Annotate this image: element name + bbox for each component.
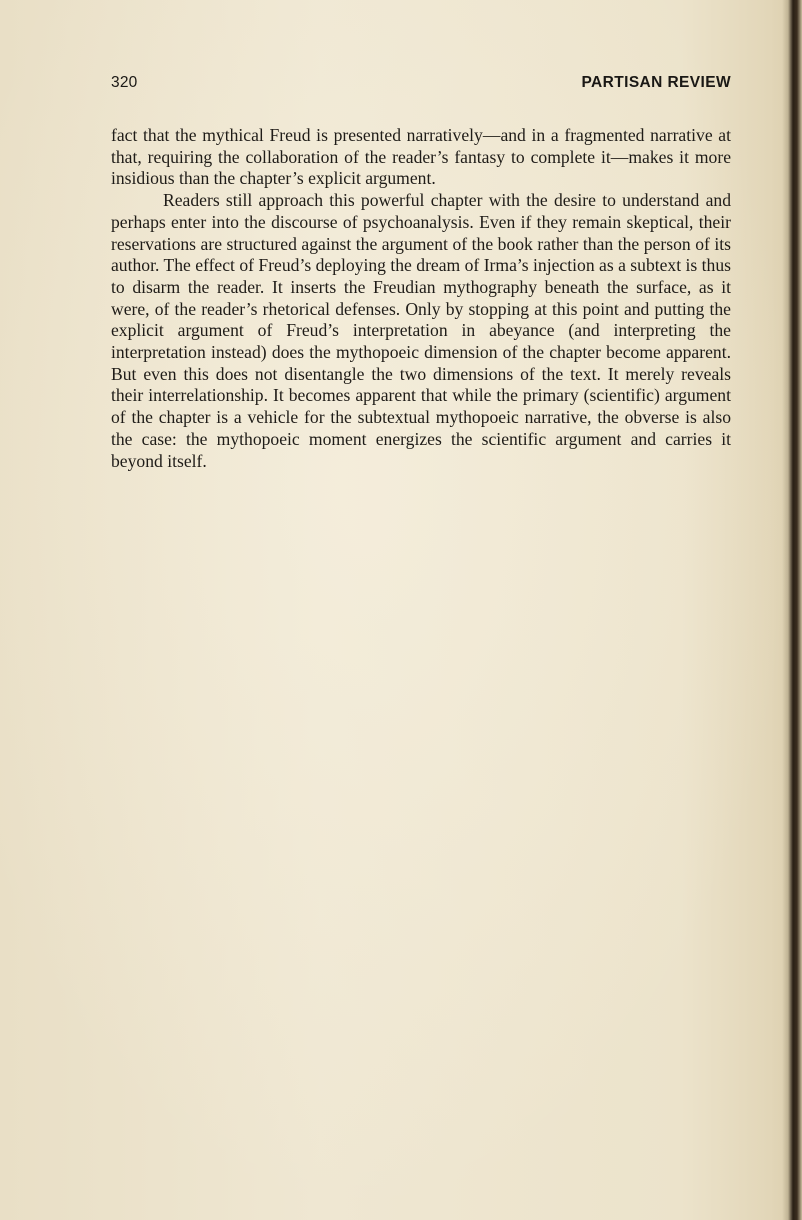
body-text bbox=[111, 125, 731, 472]
page-number: 320 bbox=[111, 74, 138, 91]
page-header bbox=[111, 74, 731, 98]
paragraph-continued: fact that the mythical Freud is presented narratively—and in a fragmented narrative at that, requiring the collaboration of the reader’s fantasy to complete it—makes it more insidious than the chapter’s explicit argument. bbox=[111, 125, 731, 189]
book-spine-edge bbox=[782, 0, 802, 1220]
running-head: PARTISAN REVIEW bbox=[581, 74, 731, 91]
paragraph: Readers still approach this powerful chapter with the desire to understand and perhaps enter into the discourse of psychoanalysis. Even if they remain skeptical, their reservations are structured against the argument of the book rather than the person of its author. The effect of Freud’s deploying the dream of Irma’s injection as a subtext is thus to disarm the reader. It inserts the Freudian mythography beneath the surface, as it were, of the reader’s rhetorical defenses. Only by stopping at this point and putting the explicit argument of Freud’s interpretation in abeyance (and interpreting the interpretation instead) does the mythopoeic dimension of the chapter become apparent. But even this does not disentangle the two dimensions of the text. It merely reveals their interrelationship. It becomes apparent that while the primary (scientific) argument of the chapter is a vehicle for the subtextual mythopoeic narrative, the obverse is also the case: the mythopoeic moment energizes the scientific argument and carries it beyond itself. bbox=[111, 190, 731, 471]
